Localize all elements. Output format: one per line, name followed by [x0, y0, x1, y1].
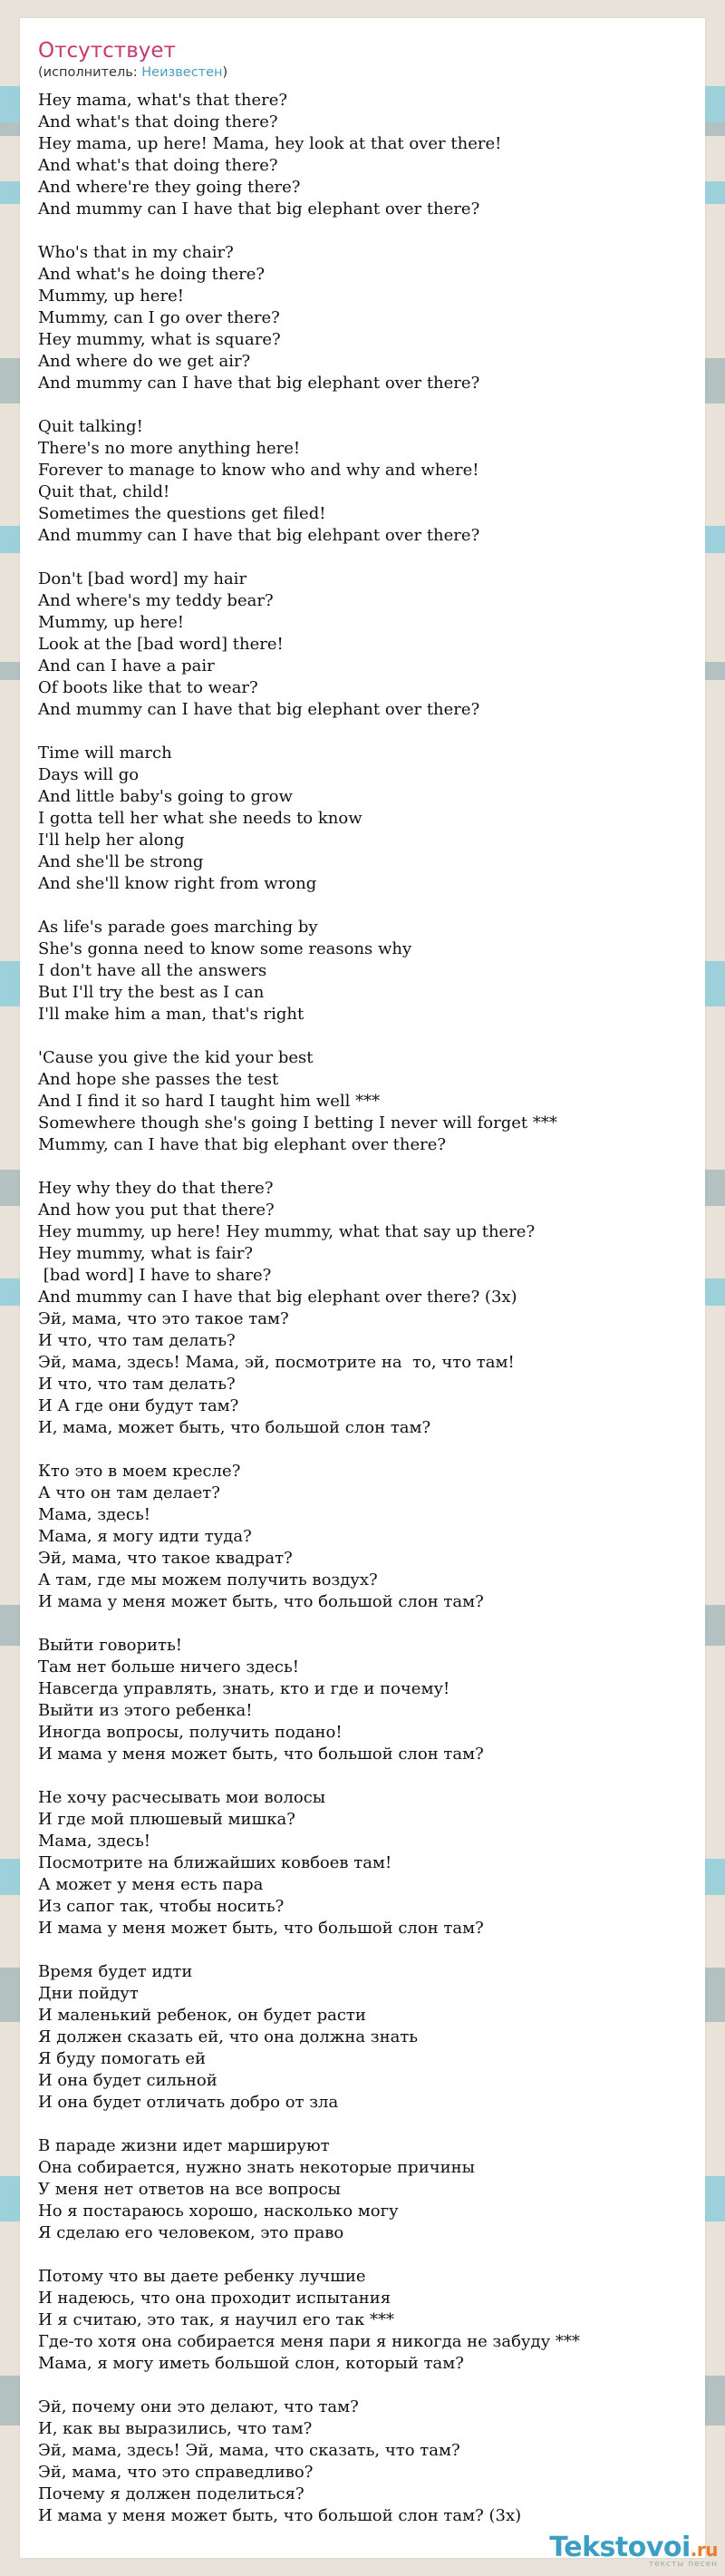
artist-line — [38, 65, 227, 80]
logo-tld: .ru — [690, 2539, 718, 2561]
song-title: Отсутствует — [38, 39, 176, 63]
lyrics-card — [20, 18, 705, 2558]
artist-prefix: (исполнитель: — [38, 65, 142, 80]
artist-link[interactable]: Неизвестен — [141, 65, 223, 80]
artist-suffix: ) — [222, 65, 228, 80]
logo-name: Tekstovoi — [549, 2532, 691, 2563]
lyrics-text: Hey mama, what's that there? And what's that doing there? Hey mama, up here! Mama, hey look at that over there! And what's that doing there? And where're they going there? And mummy can I have that big elephant over there? Who's that in my chair? And what's he doing there? Mummy, up here! Mummy, can I go over there? Hey mummy, what is square? And where do we get air? And mummy can I have that big elephant over there? Quit talking! There's no more anything here! Forever to manage to know who and why and where! Quit that, child! Sometimes the questions get filed! And mummy can I have that big elehpant over there? Don't [bad word] my hair And where's my teddy bear? Mummy, up here! Look at the [bad word] there! And can I have a pair Of boots like that to wear? And mummy can I have that big elephant over there? Time will march Days will go And little baby's going to grow I gotta tell her what she needs to know I'll help her along And she'll be strong And she'll know right from wrong As life's parade goes marching by She's gonna need to know some reasons why I don't have all the answers But I'll try the best as I can I'll make him a man, that's right 'Cause you give the kid your best And hope she passes the test And I find it so hard I taught him well *** Somewhere though she's going I betting I never will forget *** Mummy, can I have that big elephant over there? Hey why they do that there? And how you put that there? Hey mummy, up here! Hey mummy, what that say up there? Hey mummy, what is fair? [bad word] I have to share? And mummy can I have that big elephant over there? (3x) Эй, мама, что это такое там? И что, что там делать? Эй, мама, здесь! Мама, эй, посмотрите на то, что там! И что, что там делать? И А где они будут там? И, мама, может быть, что большой слон там? Кто это в моем кресле? А что он там делает? Мама, здесь! Мама, я могу идти туда? Эй, мама, что такое квадрат? А там, где мы можем получить воздух? И мама у меня может быть, что большой слон там? Выйти говорить! Там нет больше ничего здесь! Навсегда управлять, знать, кто и где и почему! Выйти из этого ребенка! Иногда вопросы, получить подано! И мама у меня может быть, что большой слон там? Не хочу расчесывать мои волосы И где мой плюшевый мишка? Мама, здесь! Посмотрите на ближайших ковбоев там! А может у меня есть пара Из сапог так, чтобы носить? И мама у меня может быть, что большой слон там? Время будет идти Дни пойдут И маленький ребенок, он будет расти Я должен сказать ей, что она должна знать Я буду помогать ей И она будет сильной И она будет отличать добро от зла В параде жизни идет маршируют Она собирается, нужно знать некоторые причины У меня нет ответов на все вопросы Но я постараюсь хорошо, насколько могу Я сделаю его человеком, это право Потому что вы даете ребенку лучшие И надеюсь, что она проходит испытания И я считаю, это так, я научил его так *** Где-то хотя она собирается меня пари я никогда не забуду *** Мама, я могу иметь большой слон, который там? Эй, почему они это делают, что там? И, как вы выразились, что там? Эй, мама, здесь! Эй, мама, что сказать, что там? Эй, мама, что это справедливо? Почему я должен поделиться? И мама у меня может быть, что большой слон там? (3x) — [38, 91, 580, 2525]
logo-tagline: тексты песен — [648, 2560, 718, 2569]
site-logo[interactable] — [549, 2532, 718, 2569]
